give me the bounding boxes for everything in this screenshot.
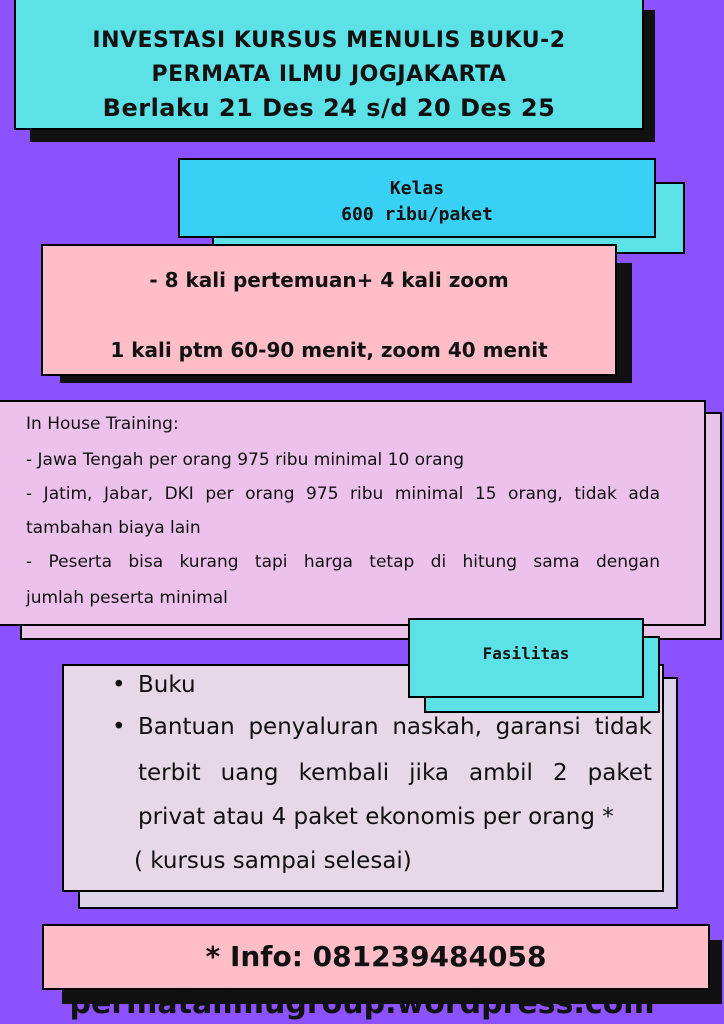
- inhouse-title: In House Training:: [26, 414, 179, 434]
- fasilitas-item-buku: Buku: [138, 672, 196, 698]
- header-validity: Berlaku 21 Des 24 s/d 20 Des 25: [102, 94, 556, 122]
- kelas-title: Kelas: [389, 178, 445, 199]
- info-box: [42, 924, 710, 990]
- header-title: INVESTASI KURSUS MENULIS BUKU-2: [92, 28, 566, 53]
- inhouse-item-jatim-cont: tambahan biaya lain: [26, 518, 201, 538]
- fasilitas-item-bantuan: Bantuan penyaluran naskah, garansi tidak: [138, 714, 652, 740]
- header-subtitle: PERMATA ILMU JOGJAKARTA: [151, 62, 507, 87]
- inhouse-item-jatim: - Jatim, Jabar, DKI per orang 975 ribu minimal 15 orang, tidak ada: [26, 484, 660, 504]
- website-url: permatailmugroup.wordpress.com: [69, 986, 655, 1021]
- session-box: [41, 244, 617, 376]
- kelas-price: 600 ribu/paket: [341, 204, 493, 225]
- fasilitas-item-bantuan-3: privat atau 4 paket ekonomis per orang *: [138, 804, 614, 830]
- fasilitas-item-bantuan-4: ( kursus sampai selesai): [134, 848, 412, 874]
- kelas-box: [178, 158, 656, 238]
- bullet-icon: •: [112, 672, 126, 698]
- fasilitas-tag-label: Fasilitas: [482, 644, 570, 663]
- inhouse-box: [0, 400, 706, 626]
- inhouse-item-jateng: - Jawa Tengah per orang 975 ribu minimal 10 orang: [26, 450, 465, 470]
- fasilitas-tag: [408, 618, 644, 698]
- inhouse-item-peserta: - Peserta bisa kurang tapi harga tetap di hitung sama dengan: [26, 552, 660, 572]
- bullet-icon: •: [112, 714, 126, 740]
- info-contact: * Info: 081239484058: [205, 940, 547, 973]
- inhouse-item-peserta-cont: jumlah peserta minimal: [26, 588, 228, 608]
- session-duration: 1 kali ptm 60-90 menit, zoom 40 menit: [110, 338, 548, 362]
- session-meetings: - 8 kali pertemuan+ 4 kali zoom: [149, 268, 509, 292]
- fasilitas-item-bantuan-2: terbit uang kembali jika ambil 2 paket: [138, 760, 652, 786]
- header-box: [14, 0, 644, 130]
